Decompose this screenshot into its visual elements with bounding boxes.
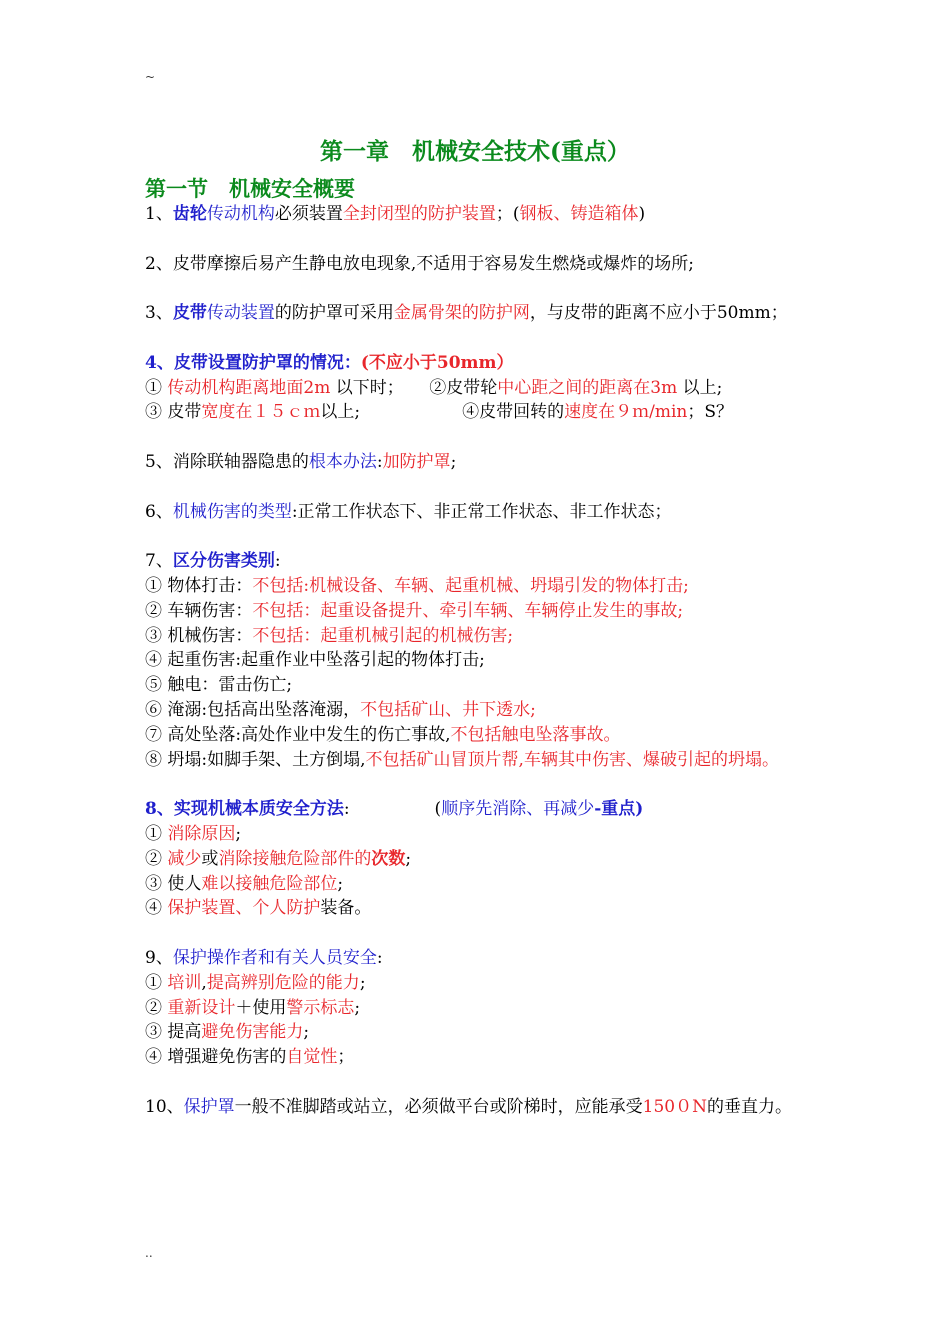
note-line: [145, 450, 810, 475]
text-segment: 顺序先消除、再减少: [441, 799, 595, 820]
note-line: [145, 351, 810, 376]
text-segment: ⑧ 坍塌:如脚手架、土方倒塌,: [145, 749, 366, 770]
text-segment: ;: [405, 848, 412, 869]
paragraph-gap: [145, 475, 810, 500]
text-segment: ,: [201, 972, 207, 993]
text-segment: 加防护罩: [382, 451, 451, 472]
text-segment: 必须装置: [274, 204, 343, 224]
text-segment: ＋使用: [235, 997, 287, 1018]
text-segment: ⑤ 触电：雷击伤亡;: [145, 675, 293, 696]
text-segment: 4、皮带设置防护罩的情况：: [145, 352, 361, 373]
footer-mark: ..: [145, 1246, 153, 1260]
paragraph-gap: [145, 1070, 810, 1095]
note-line: [145, 996, 810, 1021]
note-line: [145, 822, 810, 847]
note-line: [145, 599, 810, 624]
text-segment: 7、: [145, 551, 173, 572]
text-segment: 避免伤害能力: [201, 1022, 304, 1043]
note-line: [145, 301, 810, 326]
text-segment: ；(: [495, 204, 520, 224]
note-line: [145, 673, 810, 698]
note-line: [145, 698, 810, 723]
text-segment: ;: [354, 997, 361, 1018]
document-body: [145, 176, 810, 1119]
text-segment: 次数: [371, 848, 406, 869]
text-segment: 6、: [145, 501, 173, 522]
text-segment: ⑥ 淹溺:包括高出坠落淹溺，: [145, 699, 361, 720]
text-segment: ②: [145, 848, 168, 869]
paragraph-gap: [145, 227, 810, 252]
text-segment: 警示标志: [286, 997, 355, 1018]
note-line: [145, 896, 810, 921]
note-line: [145, 500, 810, 525]
note-line: [145, 202, 810, 227]
text-segment: 的防护罩可采用: [274, 303, 394, 324]
text-segment: 难以接触危险部位: [201, 873, 338, 894]
note-line: [145, 252, 810, 277]
note-line: [145, 723, 810, 748]
text-segment: ①: [145, 377, 168, 398]
note-line: [145, 971, 810, 996]
text-segment: ;: [359, 972, 366, 993]
note-line: [145, 1095, 810, 1120]
text-segment: ③ 使人: [145, 873, 202, 894]
text-segment: :: [376, 947, 383, 968]
section-heading: 第一节 机械安全概要: [145, 176, 355, 201]
text-segment: 培训: [167, 972, 202, 993]
paragraph-gap: [145, 326, 810, 351]
text-segment: 150０N: [642, 1096, 707, 1117]
notes-list: [145, 202, 810, 1119]
text-segment: ④: [145, 898, 168, 919]
text-segment: 自觉性: [286, 1047, 338, 1068]
text-segment: 速度在９ｍ/min: [564, 402, 688, 423]
text-segment: ①: [145, 972, 168, 993]
text-segment: ；: [337, 1047, 355, 1068]
text-segment: ): [638, 204, 646, 224]
text-segment: 9、: [145, 947, 173, 968]
text-segment: 不包括触电坠落事故。: [450, 724, 621, 745]
note-line: [145, 549, 810, 574]
note-line: [145, 574, 810, 599]
text-segment: ② 车辆伤害：: [145, 600, 253, 621]
text-segment: 不包括:机械设备、车辆、起重机械、坍塌引发的物体打击;: [252, 575, 689, 596]
text-segment: ;: [450, 451, 457, 472]
paragraph-gap: [145, 921, 810, 946]
text-segment: 保护罩: [183, 1096, 235, 1117]
note-line: [145, 797, 810, 822]
text-segment: 传动机构: [206, 204, 275, 224]
note-line: [145, 748, 810, 773]
text-segment: 传动机构距离地面2m: [167, 377, 331, 398]
paragraph-gap: [145, 772, 810, 797]
text-segment: 重新设计: [167, 997, 236, 1018]
text-segment: ④ 起重伤害:起重作业中坠落引起的物体打击;: [145, 650, 485, 671]
text-segment: :: [376, 451, 383, 472]
text-segment: ②: [145, 997, 168, 1018]
note-line: [145, 624, 810, 649]
text-segment: 消除原因: [167, 823, 236, 844]
note-line: [145, 400, 810, 425]
header-mark: ~: [145, 70, 156, 84]
text-segment: 或: [201, 848, 219, 869]
text-segment: 不包括矿山、井下透水;: [360, 699, 536, 720]
text-segment: ，与皮带的距离不应小于50mm；: [529, 303, 788, 324]
text-segment: 减少: [167, 848, 202, 869]
note-line: [145, 376, 810, 401]
text-segment: ;: [337, 873, 344, 894]
text-segment: 传动装置: [206, 303, 275, 324]
text-segment: ①: [145, 823, 168, 844]
text-segment: :: [274, 551, 281, 572]
text-segment: 中心距之间的距离在3m: [497, 377, 678, 398]
paragraph-gap: [145, 524, 810, 549]
text-segment: 保护操作者和有关人员安全: [172, 947, 377, 968]
text-segment: 的垂直力。: [706, 1096, 792, 1117]
note-line: [145, 946, 810, 971]
text-segment: ③ 机械伤害：: [145, 625, 253, 646]
paragraph-gap: [145, 425, 810, 450]
text-segment: 不包括：起重设备提升、牵引车辆、车辆停止发生的事故;: [252, 600, 684, 621]
text-segment: 以下时； ②皮带轮: [330, 377, 498, 398]
text-segment: ③ 提高: [145, 1022, 202, 1043]
text-segment: 1、: [145, 204, 173, 224]
text-segment: 以上; ④皮带回转的: [320, 402, 565, 423]
text-segment: 10、: [145, 1096, 184, 1117]
text-segment: 根本办法: [308, 451, 377, 472]
text-segment: 机械伤害的类型: [172, 501, 292, 522]
text-segment: ⑦ 高处坠落:高处作业中发生的伤亡事故,: [145, 724, 451, 745]
text-segment: 5、消除联轴器隐患的: [145, 451, 309, 472]
text-segment: ① 物体打击：: [145, 575, 253, 596]
text-segment: 不包括：起重机械引起的机械伤害;: [252, 625, 514, 646]
text-segment: ④ 增强避免伤害的: [145, 1047, 287, 1068]
text-segment: (不应小于50mm）: [360, 352, 514, 373]
text-segment: 区分伤害类别: [172, 551, 275, 572]
note-line: [145, 1020, 810, 1045]
text-segment: : (: [343, 799, 442, 820]
text-segment: 提高辨别危险的能力: [206, 972, 360, 993]
text-segment: 齿轮: [172, 204, 207, 224]
note-line: [145, 1045, 810, 1070]
text-segment: 消除接触危险部件的: [218, 848, 372, 869]
text-segment: 宽度在１５ｃｍ: [201, 402, 321, 423]
text-segment: 保护装置、个人防护: [167, 898, 321, 919]
note-line: [145, 648, 810, 673]
text-segment: 钢板、铸造箱体: [519, 204, 639, 224]
text-segment: -重点): [594, 799, 644, 820]
chapter-title: 第一章 机械安全技术(重点）: [320, 138, 630, 165]
note-line: [145, 872, 810, 897]
text-segment: 2、皮带摩擦后易产生静电放电现象,不适用于容易发生燃烧或爆炸的场所;: [145, 253, 694, 274]
text-segment: 3、: [145, 303, 173, 324]
text-segment: 金属骨架的防护网: [393, 303, 530, 324]
text-segment: ;: [303, 1022, 310, 1043]
text-segment: 以上;: [677, 377, 723, 398]
text-segment: 全封闭型的防护装置: [342, 204, 496, 224]
text-segment: 皮带: [172, 303, 207, 324]
text-segment: ;: [235, 823, 242, 844]
text-segment: ③ 皮带: [145, 402, 202, 423]
paragraph-gap: [145, 276, 810, 301]
text-segment: 不包括矿山冒顶片帮,车辆其中伤害、爆破引起的坍塌。: [365, 749, 779, 770]
text-segment: 装备。: [320, 898, 372, 919]
text-segment: ；S？: [687, 402, 734, 423]
text-segment: 一般不准脚踏或站立，必须做平台或阶梯时，应能承受: [234, 1096, 643, 1117]
text-segment: :正常工作状态下、非正常工作状态、非工作状态；: [291, 501, 672, 522]
text-segment: 8、实现机械本质安全方法: [145, 799, 344, 820]
note-line: [145, 847, 810, 872]
